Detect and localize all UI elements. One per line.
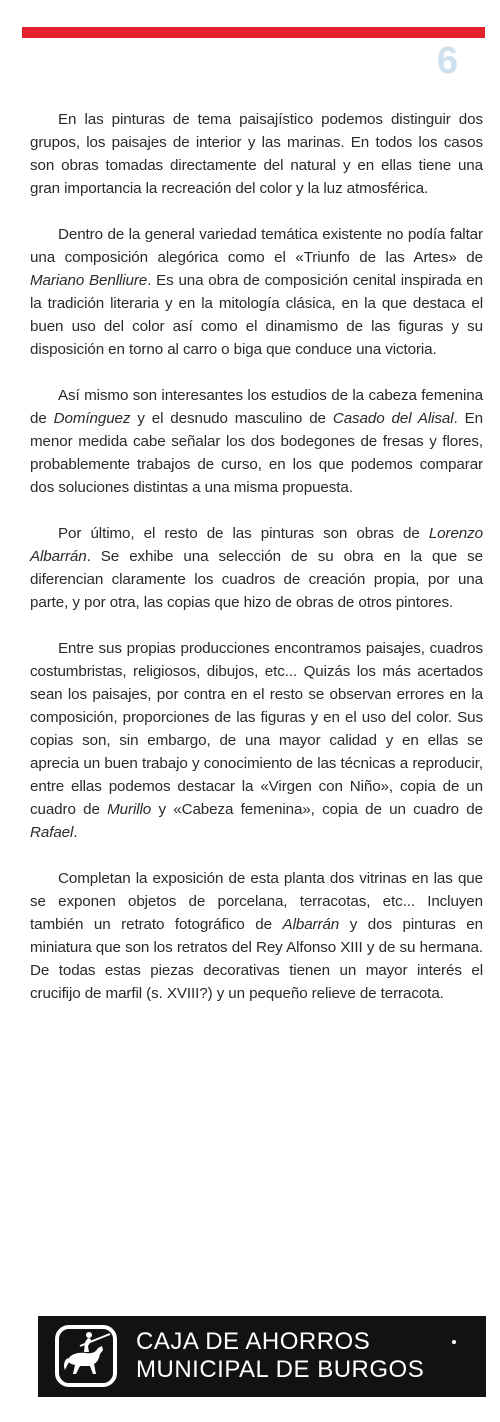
paragraph bbox=[30, 384, 483, 499]
paragraph bbox=[30, 223, 483, 361]
text-run: y «Cabeza femenina», copia de un cuadro de bbox=[151, 801, 483, 818]
decorative-dot bbox=[452, 1340, 456, 1344]
footer-banner bbox=[38, 1316, 486, 1397]
text-run: Así mismo son interesantes los estudios de la cabeza femenina de bbox=[30, 387, 483, 427]
italic-name: Albarrán bbox=[282, 916, 340, 933]
italic-name: Lorenzo Albarrán bbox=[30, 525, 483, 565]
italic-name: Casado del Alisal bbox=[332, 410, 454, 427]
bank-name-line-2: MUNICIPAL DE BURGOS bbox=[136, 1356, 425, 1383]
italic-name: Mariano Benlliure bbox=[30, 272, 148, 289]
paragraph bbox=[30, 522, 483, 614]
text-run: Dentro de la general variedad temática existente no podía faltar una composición alegórica como el «Triunfo de las Artes» de bbox=[30, 226, 483, 266]
italic-name: Rafael bbox=[30, 824, 74, 841]
text-run: . Es una obra de composición cenital inspirada en la tradición literaria y en la mitología clásica, en la que destaca el buen uso del color así como el dinamismo de las figuras y su disposición en torno al carro o biga que conduce una victoria. bbox=[30, 272, 483, 358]
paragraph bbox=[30, 637, 483, 844]
italic-name: Domínguez bbox=[53, 410, 131, 427]
paragraph bbox=[30, 108, 483, 200]
text-run: . Se exhibe una selección de su obra en la que se diferencian claramente los cuadros de creación propia, por una parte, y por otra, las copias que hizo de obras de otros pintores. bbox=[30, 548, 483, 611]
text-run: y dos pinturas en miniatura que son los retratos del Rey Alfonso XIII y de su hermana. De todas estas piezas decorativas tienen un mayor interés el crucifijo de marfil (s. XVIII?) y un pequeño relieve de terracota. bbox=[30, 916, 484, 1002]
article-body bbox=[30, 108, 483, 1028]
text-run: . En menor medida cabe señalar los dos bodegones de fresas y flores, probablemente trabajos de curso, en los que podemos comparar dos soluciones distintas a una misma propuesta. bbox=[30, 410, 483, 496]
paragraph bbox=[30, 867, 483, 1005]
italic-name: Murillo bbox=[107, 801, 152, 818]
bank-name-line-1: CAJA DE AHORROS bbox=[136, 1328, 371, 1355]
text-run: Completan la exposición de esta planta dos vitrinas en las que se exponen objetos de porcelana, terracotas, etc... Incluyen también un retrato fotográfico de bbox=[30, 870, 483, 933]
page-number: 6 bbox=[436, 40, 458, 82]
bank-name bbox=[136, 1328, 424, 1384]
top-accent-bar bbox=[22, 27, 485, 38]
text-run: Entre sus propias producciones encontramos paisajes, cuadros costumbristas, religiosos, dibujos, etc... Quizás los más acertados sean los paisajes, por contra en el resto se observan errores en la composición, proporciones de las figuras y en el uso del color. Sus copias son, sin embargo, de una mayor calidad y en ellas se aprecia un buen trabajo y conocimiento de las técnicas a reproducir, entre ellas podemos destacar la «Virgen con Niño», copia de un cuadro de bbox=[30, 640, 483, 818]
horseman-logo-icon bbox=[54, 1324, 118, 1388]
text-run: Por último, el resto de las pinturas son obras de bbox=[58, 525, 429, 542]
text-run: En las pinturas de tema paisajístico podemos distinguir dos grupos, los paisajes de interior y las marinas. En todos los casos son obras tomadas directamente del natural y en ellas tiene una gran importancia la recreación del color y la luz atmosférica. bbox=[30, 111, 483, 197]
text-run: y el desnudo masculino de bbox=[130, 410, 333, 427]
text-run: . bbox=[73, 824, 78, 841]
